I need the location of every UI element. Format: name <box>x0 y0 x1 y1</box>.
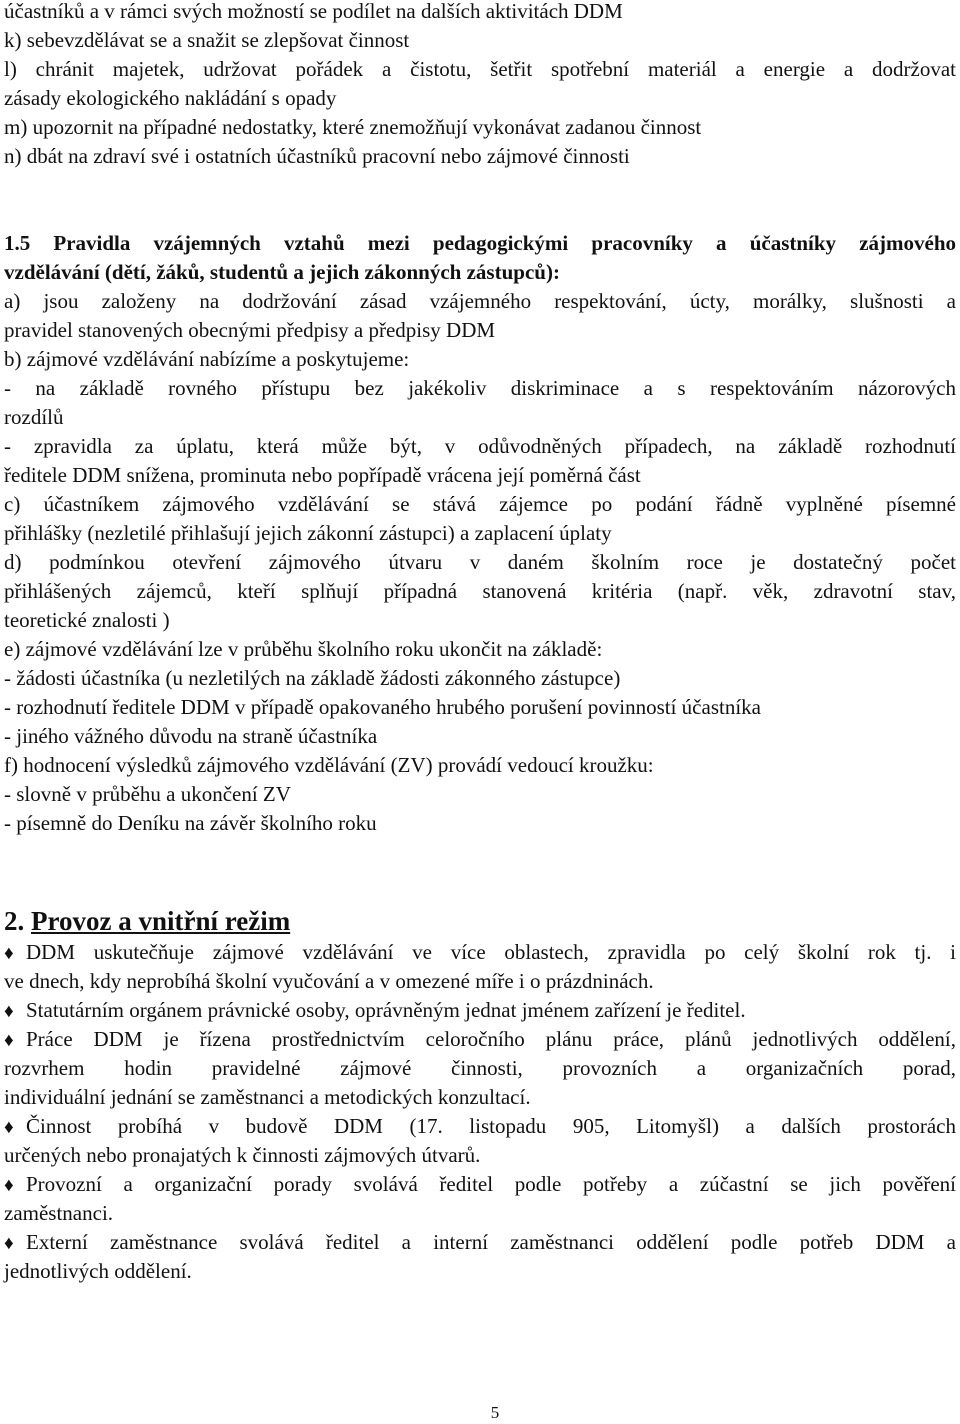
paragraph-line: b) zájmové vzdělávání nabízíme a poskytujeme: <box>4 347 410 371</box>
paragraph-line: přihlášených zájemců, kteří splňují případná stanovená kritéria (např. věk, zdravotní stav, <box>4 579 956 603</box>
diamond-bullet-icon: ♦ <box>4 1030 14 1051</box>
bullet-item: ♦ Externí zaměstnance svolává ředitel a interní zaměstnanci oddělení podle potřeb DDM a <box>4 1228 956 1258</box>
paragraph-line: e) zájmové vzdělávání lze v průběhu školního roku ukončit na základě: <box>4 637 603 661</box>
paragraph-line: c) účastníkem zájmového vzdělávání se stává zájemce po podání řádně vyplněné písemné <box>4 492 956 516</box>
paragraph-line: - jiného vážného důvodu na straně účastníka <box>4 724 378 748</box>
paragraph-line: f) hodnocení výsledků zájmového vzdělávání (ZV) provádí vedoucí kroužku: <box>4 753 654 777</box>
paragraph-line: teoretické znalosti ) <box>4 608 170 632</box>
section-heading-2 <box>4 904 290 938</box>
paragraph-line: rozdílů <box>4 405 64 429</box>
diamond-bullet-icon: ♦ <box>4 943 14 964</box>
paragraph-line: a) jsou založeny na dodržování zásad vzájemného respektování, úcty, morálky, slušnosti a <box>4 289 956 313</box>
section-heading-1-5: 1.5 Pravidla vzájemných vztahů mezi pedagogickými pracovníky a účastníky zájmového <box>4 231 956 255</box>
list-item-continuation: účastníků a v rámci svých možností se podílet na dalších aktivitách DDM <box>4 0 623 23</box>
bullet-item-cont: ve dnech, kdy neprobíhá školní vyučování a v omezené míře i o prázdninách. <box>4 969 654 993</box>
bullet-item-cont: jednotlivých oddělení. <box>4 1259 192 1283</box>
list-item-l-cont: zásady ekologického nakládání s opady <box>4 86 337 110</box>
paragraph-line: pravidel stanovených obecnými předpisy a předpisy DDM <box>4 318 496 342</box>
section-title: Provoz a vnitřní režim <box>31 906 291 936</box>
bullet-item: ♦ Činnost probíhá v budově DDM (17. listopadu 905, Litomyšl) a dalších prostorách <box>4 1112 956 1142</box>
paragraph-line: přihlášky (nezletilé přihlašují jejich zákonní zástupci) a zaplacení úplaty <box>4 521 612 545</box>
diamond-bullet-icon: ♦ <box>4 1001 14 1022</box>
bullet-item-cont: rozvrhem hodin pravidelné zájmové činnosti, provozních a organizačních porad, <box>4 1056 956 1080</box>
bullet-item-cont: určených nebo pronajatých k činnosti zájmových útvarů. <box>4 1143 481 1167</box>
diamond-bullet-icon: ♦ <box>4 1117 14 1138</box>
diamond-bullet-icon: ♦ <box>4 1175 14 1196</box>
section-number: 2. <box>4 906 25 936</box>
page-number: 5 <box>490 1403 500 1422</box>
bullet-item: ♦ Práce DDM je řízena prostřednictvím celoročního plánu práce, plánů jednotlivých oddělení, <box>4 1025 956 1055</box>
list-item-l: l) chránit majetek, udržovat pořádek a čistotu, šetřit spotřební materiál a energie a dodržovat <box>4 57 956 81</box>
paragraph-line: - písemně do Deníku na závěr školního roku <box>4 811 377 835</box>
diamond-bullet-icon: ♦ <box>4 1233 14 1254</box>
paragraph-line: - rozhodnutí ředitele DDM v případě opakovaného hrubého porušení povinností účastníka <box>4 695 761 719</box>
list-item-n: n) dbát na zdraví své i ostatních účastníků pracovní nebo zájmové činnosti <box>4 144 630 168</box>
bullet-item-cont: zaměstnanci. <box>4 1201 114 1225</box>
list-item-k: k) sebevzdělávat se a snažit se zlepšovat činnost <box>4 28 410 52</box>
paragraph-line: ředitele DDM snížena, prominuta nebo popřípadě vrácena její poměrná část <box>4 463 641 487</box>
section-heading-1-5-cont: vzdělávání (dětí, žáků, studentů a jejich zákonných zástupců): <box>4 260 560 284</box>
bullet-item: ♦ Statutárním orgánem právnické osoby, oprávněným jednat jménem zařízení je ředitel. <box>4 996 746 1026</box>
list-item-m: m) upozornit na případné nedostatky, které znemožňují vykonávat zadanou činnost <box>4 115 702 139</box>
paragraph-line: - žádosti účastníka (u nezletilých na základě žádosti zákonného zástupce) <box>4 666 621 690</box>
bullet-item: ♦ DDM uskutečňuje zájmové vzdělávání ve více oblastech, zpravidla po celý školní rok tj. i <box>4 938 956 968</box>
paragraph-line: - zpravidla za úplatu, která může být, v odůvodněných případech, na základě rozhodnutí <box>4 434 956 458</box>
paragraph-line: - slovně v průběhu a ukončení ZV <box>4 782 291 806</box>
paragraph-line: - na základě rovného přístupu bez jakékoliv diskriminace a s respektováním názorových <box>4 376 956 400</box>
bullet-item-cont: individuální jednání se zaměstnanci a metodických konzultací. <box>4 1085 531 1109</box>
bullet-item: ♦ Provozní a organizační porady svolává ředitel podle potřeby a zúčastní se jich pověření <box>4 1170 956 1200</box>
paragraph-line: d) podmínkou otevření zájmového útvaru v daném školním roce je dostatečný počet <box>4 550 956 574</box>
